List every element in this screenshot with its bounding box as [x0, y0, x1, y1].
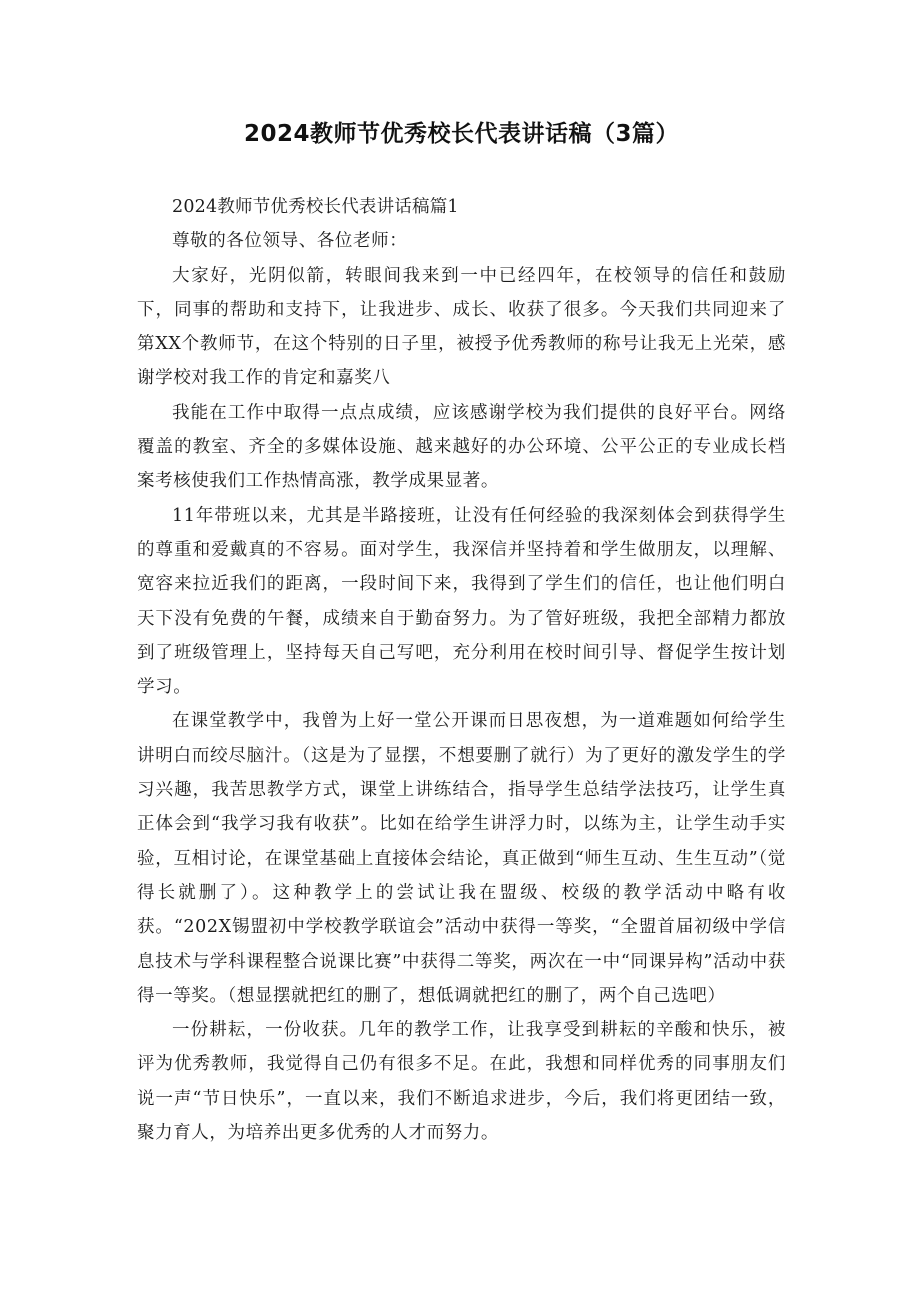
paragraph: 大家好，光阴似箭，转眼间我来到一中已经四年，在校领导的信任和鼓励下，同事的帮助和支持下，让我进步、成长、收获了很多。今天我们共同迎来了第XX个教师节，在这个特别的日子里，被授予优秀教师的称号让我无上光荣，感谢学校对我工作的肯定和嘉奖八	[137, 265, 786, 389]
paragraph: 11年带班以来，尤其是半路接班，让没有任何经验的我深刻体会到获得学生的尊重和爱戴真的不容易。面对学生，我深信并坚持着和学生做朋友，以理解、宽容来拉近我们的距离，一段时间下来，我得到了学生们的信任，也让他们明白天下没有免费的午餐，成绩来自于勤奋努力。为了管好班级，我把全部精力都放到了班级管理上，坚持每天自己写吧，充分利用在校时间引导、督促学生按计划学习。	[137, 505, 786, 698]
salutation: 尊敬的各位领导、各位老师：	[172, 231, 408, 252]
paragraph: 在课堂教学中，我曾为上好一堂公开课而日思夜想，为一道难题如何给学生讲明白而绞尽脑汁。（这是为了显摆，不想要删了就行）为了更好的激发学生的学习兴趣，我苦思教学方式，课堂上讲练结合，指导学生总结学法技巧，让学生真正体会到“我学习我有收获”。比如在给学生讲浮力时，以练为主，让学生动手实验，互相讨论，在课堂基础上直接体会结论，真正做到“师生互动、生生互动”（觉得长就删了）。这种教学上的尝试让我在盟级、校级的教学活动中略有收获。“202X锡盟初中学校教学联谊会”活动中获得一等奖，“全盟首届初级中学信息技术与学科课程整合说课比赛”中获得二等奖，两次在一中“同课异构”活动中获得一等奖。（想显摆就把红的删了，想低调就把红的删了，两个自己选吧）	[137, 711, 786, 1006]
document-body	[137, 190, 786, 1150]
paragraph: 一份耕耘，一份收获。几年的教学工作，让我享受到耕耘的辛酸和快乐，被评为优秀教师，我觉得自己仍有很多不足。在此，我想和同样优秀的同事朋友们说一声“节日快乐”，一直以来，我们不断追求进步，今后，我们将更团结一致，聚力育人，为培养出更多优秀的人才而努力。	[137, 1020, 786, 1144]
paragraph: 我能在工作中取得一点点成绩，应该感谢学校为我们提供的良好平台。网络覆盖的教室、齐全的多媒体设施、越来越好的办公环境、公平公正的专业成长档案考核使我们工作热情高涨，教学成果显著。	[137, 402, 786, 492]
document-title: 2024教师节优秀校长代表讲话稿（3篇）	[243, 121, 680, 147]
section-heading: 2024教师节优秀校长代表讲话稿篇1	[172, 197, 459, 217]
